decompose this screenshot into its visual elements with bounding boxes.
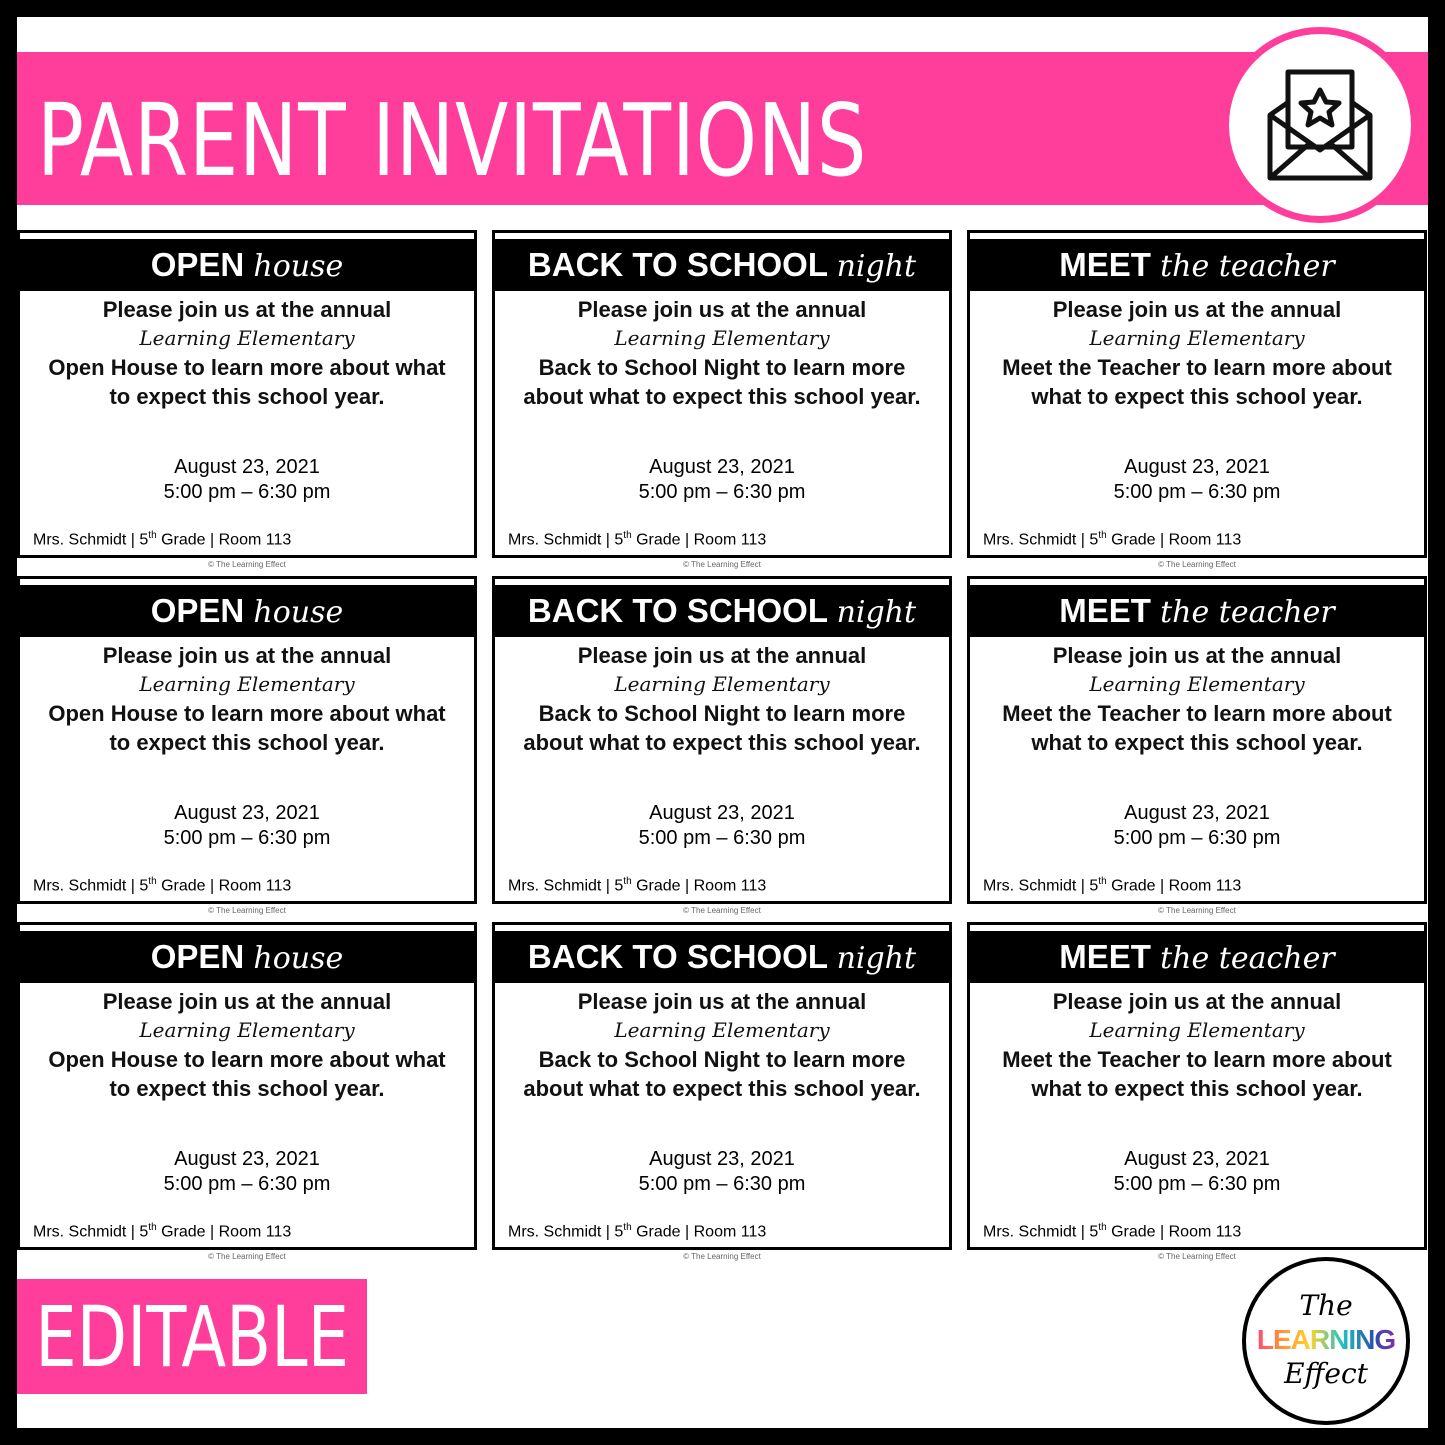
grade-suffix: th <box>1098 875 1107 887</box>
grade-number: 5 <box>614 531 624 548</box>
card-header <box>495 931 949 983</box>
teacher-name: Mrs. Schmidt <box>983 1223 1077 1240</box>
event-date: August 23, 2021 <box>1124 456 1270 478</box>
event-description: Open House to learn more about what to expect this school year. <box>48 701 446 755</box>
event-date: August 23, 2021 <box>649 456 795 478</box>
invitation-card-open <box>17 230 477 569</box>
grade-suffix: th <box>623 1221 632 1233</box>
teacher-name: Mrs. Schmidt <box>33 531 127 548</box>
invitation-card-meet <box>967 922 1427 1261</box>
invitation-card-open <box>17 576 477 915</box>
event-datetime <box>990 455 1404 505</box>
teacher-name: Mrs. Schmidt <box>33 1223 127 1240</box>
event-datetime <box>990 801 1404 851</box>
invite-intro: Please join us at the annual <box>577 643 867 668</box>
card-title-main: MEET <box>1059 938 1151 975</box>
card-body <box>40 641 454 757</box>
event-description: Back to School Night to learn more about what to expect this school year. <box>523 701 921 755</box>
invite-intro: Please join us at the annual <box>102 297 392 322</box>
copyright-text: © The Learning Effect <box>208 560 286 569</box>
event-datetime <box>990 1147 1404 1197</box>
event-datetime <box>40 455 454 505</box>
card-body <box>515 641 929 757</box>
school-name: Learning Elementary <box>614 326 830 350</box>
card-header <box>495 239 949 291</box>
logo-the: The <box>1299 1289 1353 1322</box>
grade-suffix: th <box>148 529 157 541</box>
invitation-card-bts <box>492 230 952 569</box>
event-description: Meet the Teacher to learn more about what to expect this school year. <box>1002 701 1392 755</box>
event-datetime <box>515 801 929 851</box>
grade-suffix: th <box>148 1221 157 1233</box>
grade-word: Grade <box>636 1223 681 1240</box>
room-number: Room 113 <box>1168 877 1242 894</box>
card-title-main: OPEN <box>150 246 245 283</box>
teacher-name: Mrs. Schmidt <box>983 531 1077 548</box>
grade-suffix: th <box>148 875 157 887</box>
grade-suffix: th <box>623 529 632 541</box>
room-number: Room 113 <box>218 877 292 894</box>
event-datetime <box>40 801 454 851</box>
title-banner <box>17 52 1428 205</box>
invite-intro: Please join us at the annual <box>577 297 867 322</box>
school-name: Learning Elementary <box>1089 672 1305 696</box>
card-body <box>990 987 1404 1103</box>
grade-number: 5 <box>1089 877 1099 894</box>
teacher-info: Mrs. Schmidt | 5th Grade | Room 113 <box>508 1221 767 1240</box>
card-header <box>20 239 474 291</box>
event-date: August 23, 2021 <box>1124 802 1270 824</box>
copyright-text: © The Learning Effect <box>1158 906 1236 915</box>
school-name: Learning Elementary <box>139 1018 355 1042</box>
invitation-card-meet <box>967 576 1427 915</box>
card-title-main: MEET <box>1059 592 1151 629</box>
card-title-script: night <box>836 249 917 284</box>
card-body <box>515 987 929 1103</box>
room-number: Room 113 <box>218 531 292 548</box>
school-name: Learning Elementary <box>139 672 355 696</box>
card-header <box>970 931 1424 983</box>
teacher-name: Mrs. Schmidt <box>508 877 602 894</box>
teacher-info: Mrs. Schmidt | 5th Grade | Room 113 <box>983 529 1242 548</box>
card-title-script: house <box>253 249 344 284</box>
card-body <box>40 295 454 411</box>
teacher-name: Mrs. Schmidt <box>983 877 1077 894</box>
card-body <box>990 295 1404 411</box>
school-name: Learning Elementary <box>1089 1018 1305 1042</box>
grade-number: 5 <box>1089 1223 1099 1240</box>
grade-word: Grade <box>636 531 681 548</box>
event-date: August 23, 2021 <box>174 456 320 478</box>
card-header <box>970 239 1424 291</box>
grade-number: 5 <box>139 877 149 894</box>
copyright-text: © The Learning Effect <box>683 560 761 569</box>
event-time: 5:00 pm – 6:30 pm <box>163 1173 331 1195</box>
event-time: 5:00 pm – 6:30 pm <box>163 481 331 503</box>
event-description: Meet the Teacher to learn more about what to expect this school year. <box>1002 1047 1392 1101</box>
event-description: Open House to learn more about what to expect this school year. <box>48 1047 446 1101</box>
teacher-info: Mrs. Schmidt | 5th Grade | Room 113 <box>508 529 767 548</box>
event-time: 5:00 pm – 6:30 pm <box>638 827 806 849</box>
card-title-script: the teacher <box>1160 941 1335 976</box>
grade-word: Grade <box>1111 531 1156 548</box>
event-time: 5:00 pm – 6:30 pm <box>163 827 331 849</box>
grade-word: Grade <box>636 877 681 894</box>
copyright-text: © The Learning Effect <box>208 906 286 915</box>
invite-intro: Please join us at the annual <box>102 989 392 1014</box>
event-date: August 23, 2021 <box>174 1148 320 1170</box>
teacher-info: Mrs. Schmidt | 5th Grade | Room 113 <box>983 1221 1242 1240</box>
school-name: Learning Elementary <box>614 1018 830 1042</box>
invitation-card-meet <box>967 230 1427 569</box>
grade-number: 5 <box>614 877 624 894</box>
event-datetime <box>40 1147 454 1197</box>
event-description: Back to School Night to learn more about what to expect this school year. <box>523 355 921 409</box>
invite-intro: Please join us at the annual <box>102 643 392 668</box>
event-date: August 23, 2021 <box>649 1148 795 1170</box>
grade-suffix: th <box>1098 1221 1107 1233</box>
copyright-text: © The Learning Effect <box>1158 560 1236 569</box>
grade-word: Grade <box>1111 877 1156 894</box>
event-description: Open House to learn more about what to expect this school year. <box>48 355 446 409</box>
grade-number: 5 <box>139 1223 149 1240</box>
room-number: Room 113 <box>1168 1223 1242 1240</box>
card-body <box>40 987 454 1103</box>
teacher-name: Mrs. Schmidt <box>33 877 127 894</box>
teacher-name: Mrs. Schmidt <box>508 531 602 548</box>
copyright-text: © The Learning Effect <box>208 1252 286 1261</box>
invitation-card-bts <box>492 576 952 915</box>
card-header <box>970 585 1424 637</box>
teacher-info: Mrs. Schmidt | 5th Grade | Room 113 <box>33 529 292 548</box>
teacher-info: Mrs. Schmidt | 5th Grade | Room 113 <box>33 1221 292 1240</box>
school-name: Learning Elementary <box>1089 326 1305 350</box>
event-date: August 23, 2021 <box>1124 1148 1270 1170</box>
card-title-script: the teacher <box>1160 595 1335 630</box>
event-date: August 23, 2021 <box>174 802 320 824</box>
card-header <box>20 931 474 983</box>
event-datetime <box>515 1147 929 1197</box>
envelope-star-icon <box>1222 27 1418 223</box>
event-time: 5:00 pm – 6:30 pm <box>638 1173 806 1195</box>
room-number: Room 113 <box>693 877 767 894</box>
card-title-script: house <box>253 595 344 630</box>
invitation-card-bts <box>492 922 952 1261</box>
event-date: August 23, 2021 <box>649 802 795 824</box>
event-description: Meet the Teacher to learn more about what to expect this school year. <box>1002 355 1392 409</box>
card-body <box>515 295 929 411</box>
card-title-main: BACK TO SCHOOL <box>527 246 828 283</box>
invitation-card-open <box>17 922 477 1261</box>
grade-word: Grade <box>161 877 206 894</box>
invite-intro: Please join us at the annual <box>1052 643 1342 668</box>
event-time: 5:00 pm – 6:30 pm <box>1113 1173 1281 1195</box>
card-title-script: night <box>836 595 917 630</box>
copyright-text: © The Learning Effect <box>683 906 761 915</box>
grade-suffix: th <box>1098 529 1107 541</box>
teacher-info: Mrs. Schmidt | 5th Grade | Room 113 <box>983 875 1242 894</box>
event-time: 5:00 pm – 6:30 pm <box>1113 481 1281 503</box>
teacher-info: Mrs. Schmidt | 5th Grade | Room 113 <box>508 875 767 894</box>
card-header <box>20 585 474 637</box>
invite-intro: Please join us at the annual <box>577 989 867 1014</box>
event-time: 5:00 pm – 6:30 pm <box>1113 827 1281 849</box>
school-name: Learning Elementary <box>139 326 355 350</box>
event-description: Back to School Night to learn more about what to expect this school year. <box>523 1047 921 1101</box>
card-title-main: MEET <box>1059 246 1151 283</box>
room-number: Room 113 <box>1168 531 1242 548</box>
room-number: Room 113 <box>693 531 767 548</box>
grade-number: 5 <box>1089 531 1099 548</box>
grade-word: Grade <box>161 1223 206 1240</box>
editable-badge <box>17 1279 367 1394</box>
room-number: Room 113 <box>218 1223 292 1240</box>
card-title-main: OPEN <box>150 592 245 629</box>
card-title-script: night <box>836 941 917 976</box>
logo-learning: LEARNING <box>1246 1323 1406 1357</box>
event-datetime <box>515 455 929 505</box>
grade-suffix: th <box>623 875 632 887</box>
logo-effect: Effect <box>1284 1357 1368 1390</box>
grade-word: Grade <box>1111 1223 1156 1240</box>
grade-word: Grade <box>161 531 206 548</box>
copyright-text: © The Learning Effect <box>1158 1252 1236 1261</box>
grade-number: 5 <box>139 531 149 548</box>
card-title-main: OPEN <box>150 938 245 975</box>
card-header <box>495 585 949 637</box>
card-title-script: house <box>253 941 344 976</box>
room-number: Room 113 <box>693 1223 767 1240</box>
event-time: 5:00 pm – 6:30 pm <box>638 481 806 503</box>
teacher-info: Mrs. Schmidt | 5th Grade | Room 113 <box>33 875 292 894</box>
editable-label: EDITABLE <box>35 1287 349 1386</box>
learning-effect-logo <box>1242 1257 1410 1425</box>
page-title: PARENT INVITATIONS <box>37 82 868 199</box>
school-name: Learning Elementary <box>614 672 830 696</box>
invite-intro: Please join us at the annual <box>1052 297 1342 322</box>
card-body <box>990 641 1404 757</box>
card-title-script: the teacher <box>1160 249 1335 284</box>
invite-intro: Please join us at the annual <box>1052 989 1342 1014</box>
product-cover <box>17 17 1428 1428</box>
grade-number: 5 <box>614 1223 624 1240</box>
card-title-main: BACK TO SCHOOL <box>527 592 828 629</box>
card-title-main: BACK TO SCHOOL <box>527 938 828 975</box>
teacher-name: Mrs. Schmidt <box>508 1223 602 1240</box>
copyright-text: © The Learning Effect <box>683 1252 761 1261</box>
